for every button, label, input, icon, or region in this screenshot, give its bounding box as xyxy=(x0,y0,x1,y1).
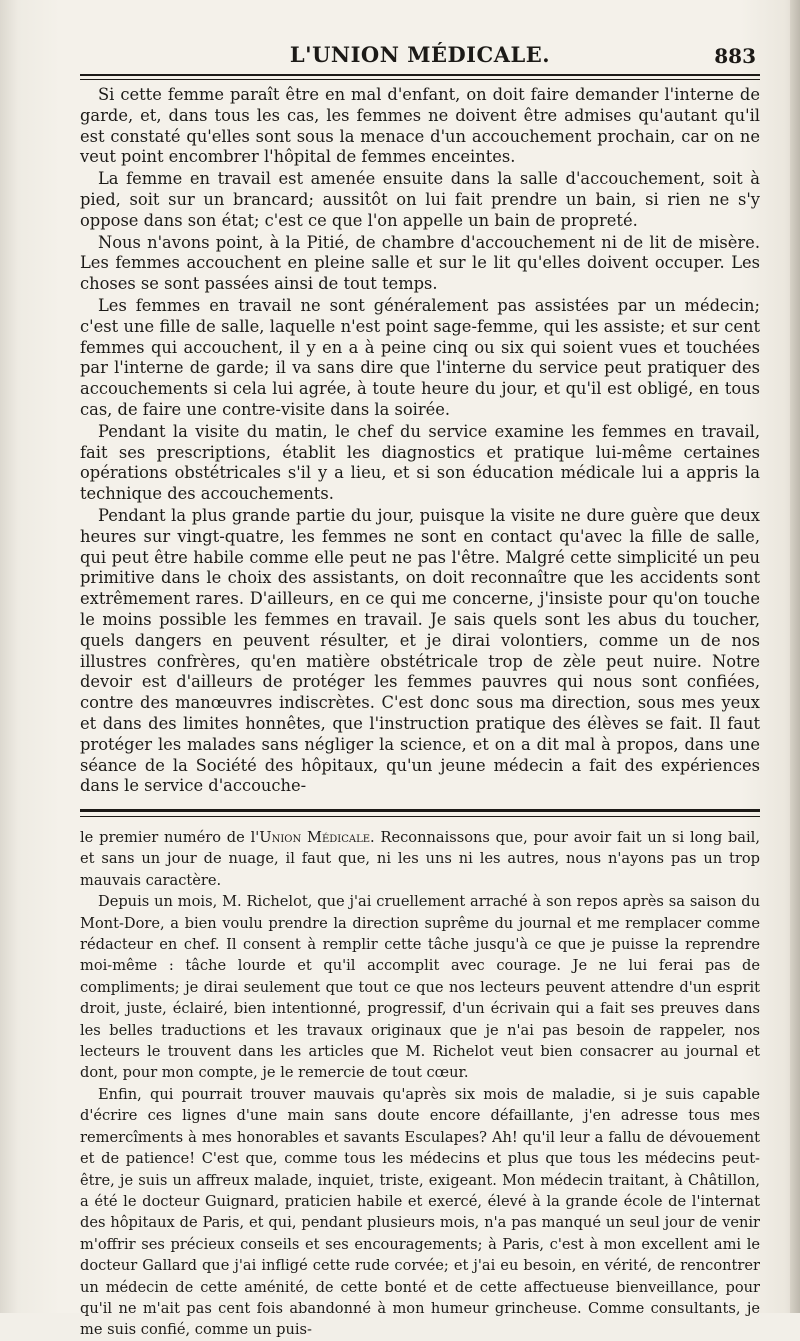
journal-name: Union Médicale xyxy=(259,829,371,846)
main-article xyxy=(80,85,760,798)
text-run: le premier numéro de l' xyxy=(80,829,260,846)
paragraph: La femme en travail est amenée ensuite dans la salle d'accouchement, soit à pied, soit sur un brancard; aussitôt on lui fait prendre un bain, si rien ne s'y oppose dans son état; c'est ce que l'on appelle un bain de propreté. xyxy=(80,169,760,230)
page-header xyxy=(80,38,760,74)
paragraph: Nous n'avons point, à la Pitié, de chambre d'accouchement ni de lit de misère. Les femmes accouchent en pleine salle et sur le lit qu'elles doivent occuper. Les choses se sont passées ainsi de tout temps. xyxy=(80,232,760,294)
paragraph: Pendant la visite du matin, le chef du service examine les femmes en travail, fait ses prescriptions, établit les diagnostics et pratique lui-même certaines opérations obstétricales s'il y a lieu, et si son éducation médicale lui a appris la technique des accouchements. xyxy=(80,421,760,504)
paragraph: Si cette femme paraît être en mal d'enfant, on doit faire demander l'interne de garde, et, dans tous les cas, les femmes ne doivent être admises qu'autant qu'il est constaté qu'elles sont sous la menace d'un accouchement prochain, car on ne veut point encombrer l'hôpital de femmes enceintes. xyxy=(80,85,760,167)
paragraph: Les femmes en travail ne sont généralement pas assistées par un médecin; c'est une fille de salle, laquelle n'est point sage-femme, qui les assiste; et sur cent femmes qui accouchent, il y en a à peine cinq ou six qui soient vues et touchées par l'interne de garde; il va sans dire que l'interne du service peut pratiquer des accouchements si cela lui agrée, à toute heure du jour, et qu'il est obligé, en tous cas, de faire une contre-visite dans la soirée. xyxy=(80,295,760,419)
feuilleton-paragraph: Enfin, qui pourrait trouver mauvais qu'après six mois de maladie, si je suis capable d'écrire ces lignes d'une main sans doute encore défaillante, j'en adresse tous mes remercîments à mes honorables et savants Esculapes? Ah! qu'il leur a fallu de dévouement et de patience! C'est que, comme tous les médecins et plus que tous les médecins peut-être, je suis un affreux malade, inquiet, triste, exigeant. Mon médecin traitant, à Châtillon, a été le docteur Guignard, praticien habile et exercé, élevé à la grande école de l'internat des hôpitaux de Paris, et qui, pendant plusieurs mois, n'a pas manqué un seul jour de venir m'offrir ses précieux conseils et ses encouragements; à Paris, c'est à mon excellent ami le docteur Gallard que j'ai infligé cette rude corvée; et j'ai eu besoin, en vérité, de rencontrer un médecin de cette aménité, de cette bonté et de cette affectueuse bienveillance, pour qu'il ne m'ait pas cent fois abandonné à mon humeur grincheuse. Comme consultants, je me suis confié, comme un puis- xyxy=(80,1085,760,1339)
feuilleton-paragraph xyxy=(80,827,760,891)
feuilleton-rule xyxy=(80,809,760,817)
text-run: . Reconnaissons que, pour avoir fait un si long bail, et sans un jour de nuage, il faut que, ni les uns ni les autres, nous n'ayons pas un trop mauvais caractère. xyxy=(80,829,760,889)
page-number: 883 xyxy=(714,44,756,68)
header-rule xyxy=(80,74,760,80)
page-edge xyxy=(790,0,800,1313)
paragraph: Pendant la plus grande partie du jour, puisque la visite ne dure guère que deux heures sur vingt-quatre, les femmes ne sont en contact qu'avec la fille de salle, qui peut être habile comme elle peut ne pas l'être. Malgré cette simplicité un peu primitive dans le choix des assistants, on doit reconnaître que les accidents sont extrêmement rares. D'ailleurs, en ce qui me concerne, j'insiste pour qu'on touche le moins possible les femmes en travail. Je sais quels sont les abus du toucher, quels dangers en peuvent résulter, et je dirai volontiers, comme un de nos illustres confrères, qu'en matière obstétricale trop de zèle peut nuire. Notre devoir est d'ailleurs de protéger les femmes pauvres qui nous sont confiées, contre des manœuvres indiscrètes. C'est donc sous ma direction, sous mes yeux et dans des limites honnêtes, que l'instruction pratique des élèves se fait. Il faut protéger les malades sans négliger la science, et on a dit mal à propos, dans une séance de la Société des hôpitaux, qu'un jeune médecin a fait des expériences dans le service d'accouche- xyxy=(80,505,760,796)
running-title: L'UNION MÉDICALE. xyxy=(289,42,551,67)
feuilleton-paragraph: Depuis un mois, M. Richelot, que j'ai cruellement arraché à son repos après sa saison du Mont-Dore, a bien voulu prendre la direction suprême du journal et me remplacer comme rédacteur en chef. Il consent à remplir cette tâche jusqu'à ce que je puisse la reprendre moi-même : tâche lourde et qu'il accomplit avec courage. Je ne lui ferai pas de compliments; je dirai seulement que tout ce que nos lecteurs peuvent attendre d'un esprit droit, juste, éclairé, bien intentionné, progressif, d'un écrivain qui a fait ses preuves dans les belles traductions et les travaux originaux que je n'ai pas besoin de rappeler, nos lecteurs le trouvent dans les articles que M. Richelot veut bien consacrer au journal et dont, pour mon compte, je le remercie de tout cœur. xyxy=(80,893,760,1082)
feuilleton xyxy=(80,827,760,1341)
